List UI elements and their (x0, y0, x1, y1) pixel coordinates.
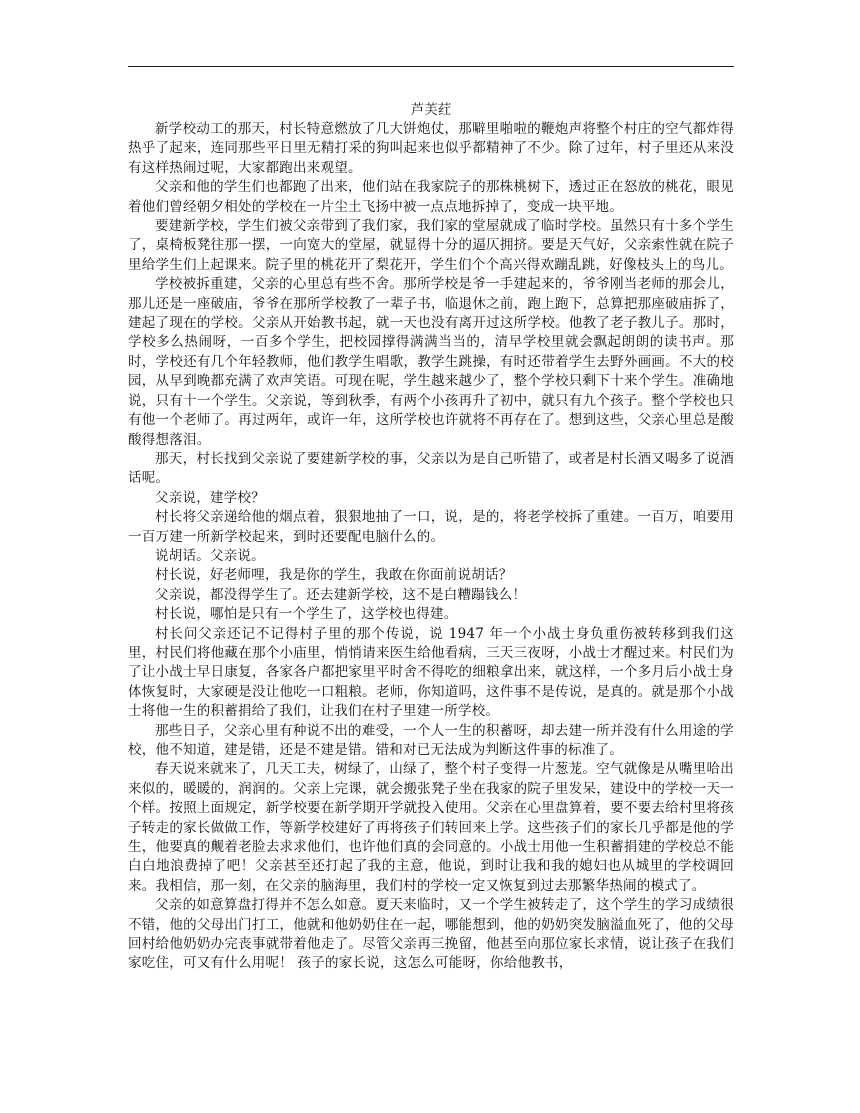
paragraph: 那些日子，父亲心里有种说不出的难受，一个人一生的积蓄呀，却去建一所并没有什么用途的学校，他不知道，建是错，还是不建是错。错和对已无法成为判断这件事的标准了。 (128, 722, 734, 758)
paragraph: 村长说，哪怕是只有一个学生了，这学校也得建。 (155, 606, 458, 623)
article-body (128, 100, 734, 974)
paragraph: 村长问父亲还记不记得村子里的那个传说，说 1947 年一个小战士身负重伤被转移到我们这里，村民们将他藏在那个小庙里，悄悄请来医生给他看病，三天三夜呀，小战士才醒过来。村民们为了让小战士早日康复，各家各户都把家里平时舍不得吃的细粮拿出来，就这样，一个多月后小战士身体恢复时，大家硬是没让他吃一口粗粮。老师，你知道吗，这件事不是传说，是真的。就是那个小战士将他一生的积蓄捐给了我们，让我们在村子里建一所学校。 (128, 625, 734, 720)
paragraph: 父亲和他的学生们也都跑了出来，他们站在我家院子的那株桃树下，透过正在怒放的桃花，眼见着他们曾经朝夕相处的学校在一片尘土飞扬中被一点点地拆掉了，变成一块平地。 (128, 179, 734, 215)
paragraph: 那天，村长找到父亲说了要建新学校的事，父亲以为是自己听错了，或者是村长酒又喝多了说酒话呢。 (128, 450, 734, 487)
paragraph: 春天说来就来了，几天工夫，树绿了，山绿了，整个村子变得一片葱茏。空气就像是从嘴里哈出来似的，暖暖的，润润的。父亲上完课，就会搬张凳子坐在我家的院子里发呆，建设中的学校一天一个样。按照上面规定，新学校要在新学期开学就投入使用。父亲在心里盘算着，要不要去给村里将孩子转走的家长做做工作，等新学校建好了再将孩子们转回来上学。这些孩子们的家长几乎都是他的学生，他要真的觍着老脸去求求他们，也许他们真的会同意的。小战士用他一生积蓄捐建的学校总不能白白地浪费掉了吧！父亲甚至还打起了我的主意，他说，到时让我和我的媳妇也从城里的学校调回来。我相信，那一刻，在父亲的脑海里，我们村的学校一定又恢复到过去那繁华热闹的模式了。 (128, 761, 734, 894)
paragraph: 村长将父亲递给他的烟点着，狠狠地抽了一口，说，是的，将老学校拆了重建。一百万，咱要用一百万建一所新学校起来，到时还要配电脑什么的。 (128, 509, 734, 545)
paragraph: 说胡话。父亲说。 (155, 547, 265, 564)
paragraph: 要建新学校，学生们被父亲带到了我们家，我们家的堂屋就成了临时学校。虽然只有十多个学生了，桌椅板凳往那一摆，一向宽大的堂屋，就显得十分的逼仄拥挤。要是天气好，父亲索性就在院子里给学生们上起课来。院子里的桃花开了梨花开，学生们个个高兴得欢蹦乱跳，好像枝头上的鸟儿。 (128, 218, 734, 273)
paragraph: 父亲说，都没得学生了。还去建新学校，这不是白糟蹋钱么！ (155, 586, 527, 603)
paragraph: 新学校动工的那天，村长特意燃放了几大饼炮仗，那噼里啪啦的鞭炮声将整个村庄的空气都炸得热乎了起来，连同那些平日里无精打采的狗叫起来也似乎都精神了不少。除了过年，村子里还从来没有这样热闹过呢，大家都跑出来观望。 (128, 121, 734, 176)
paragraph: 学校被拆重建，父亲的心里总有些不舍。那所学校是爷一手建起来的，爷爷刚当老师的那会儿，那儿还是一座破庙，爷爷在那所学校教了一辈子书，临退休之前，跑上跑下，总算把那座破庙拆了，建起了现在的学校。父亲从开始教书起，就一天也没有离开过这所学校。他教了老子教儿子。那时，学校多么热闹呀，一百多个学生，把校园撑得满满当当的，清早学校里就会飘起朗朗的读书声。那时，学校还有几个年轻教师，他们教学生唱歌，教学生跳操，有时还带着学生去野外画画。不大的校园，从早到晚都充满了欢声笑语。可现在呢，学生越来越少了，整个学校只剩下十来个学生。准确地说，只有十一个学生。父亲说，等到秋季，有两个小孩再升了初中，就只有九个孩子。整个学校也只有他一个老师了。再过两年，或许一年，这所学校也许就将不再存在了。想到这些，父亲心里总是酸酸得想落泪。 (128, 276, 734, 448)
paragraph: 父亲的如意算盘打得并不怎么如意。夏天来临时，又一个学生被转走了，这个学生的学习成绩很不错，他的父母出门打工，他就和他奶奶住在一起，哪能想到，他的奶奶突发脑溢血死了，他的父母回村给他奶奶办完丧事就带着他走了。尽管父亲再三挽留，他甚至向那位家长求情，说让孩子在我们家吃住，可又有什么用呢！ 孩子的家长说，这怎么可能呀，你给他教书， (128, 897, 734, 972)
header-rule (128, 66, 734, 67)
paragraph: 父亲说，建学校？ (155, 489, 265, 506)
paragraph: 村长说，好老师哩，我是你的学生，我敢在你面前说胡话？ (155, 567, 513, 584)
article-title: 芦芙荭 (410, 102, 452, 118)
